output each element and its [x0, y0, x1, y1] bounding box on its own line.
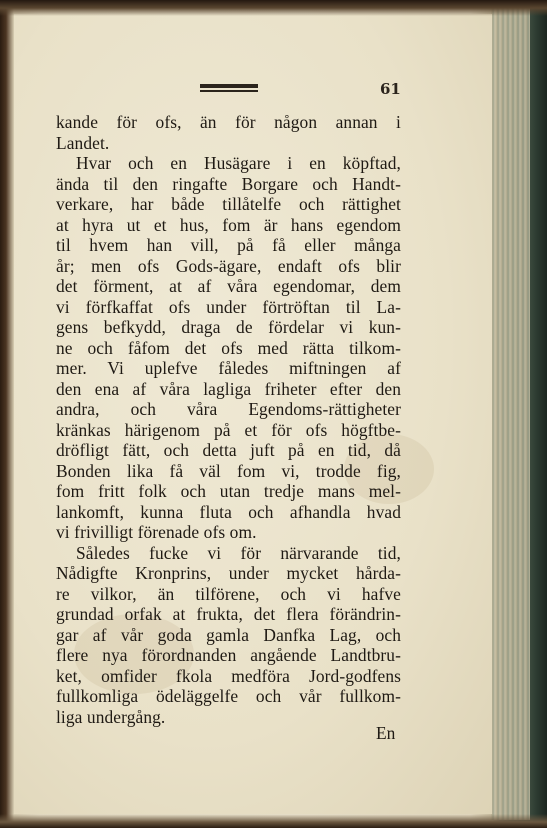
text-line: ket, omfider fkola medföra Jord-godfens: [56, 665, 401, 686]
header-rule: [200, 84, 258, 94]
text-line: kande för ofs, än för någon annan i: [56, 112, 401, 132]
text-line: Nådigfte Kronprins, under mycket hårda-: [56, 563, 401, 583]
body-text: [56, 112, 401, 727]
text-line: dröfligt fätt, och detta juft på en tid, då: [56, 440, 401, 460]
text-line: Hvar och en Husägare i en köpftad,: [76, 153, 401, 173]
catchword: En: [376, 723, 396, 743]
text-line: til hvem han vill, på få eller många: [56, 235, 401, 255]
text-line: ne och fåfom det ofs med rätta tilkom-: [56, 337, 401, 358]
text-line: det förment, at af våra egendomar, dem: [56, 276, 401, 296]
text-line: gens befkydd, draga de fördelar vi kun-: [56, 317, 401, 337]
text-line: kränkas härigenom på et för ofs högftbe-: [56, 419, 401, 440]
text-line: flere nya förordnanden angående Landtbru-: [56, 645, 401, 665]
top-edge-shadow: [0, 0, 547, 16]
text-line: lankomft, kunna fluta och afhandla hvad: [56, 501, 401, 522]
text-line: fullkomliga ödeläggelfe och vår fullkom-: [56, 686, 401, 706]
text-line: verkare, har både tillåtelfe och rättighet: [56, 194, 401, 214]
text-line: at hyra ut et hus, fom är hans egendom: [56, 214, 401, 235]
text-line: år; men ofs Gods-ägare, endaft ofs blir: [56, 255, 401, 276]
text-line: gar af vår goda gamla Danfka Lag, och: [56, 624, 401, 645]
text-line: vi frivilligt förenade ofs om.: [56, 522, 257, 542]
text-line: den ena af våra lagliga friheter efter den: [56, 378, 401, 399]
page-number: 61: [380, 80, 401, 98]
text-line: mer. Vi uplefve fåledes miftningen af: [56, 358, 401, 378]
text-line: grundad orfak at frukta, det flera förändrin-: [56, 604, 401, 624]
text-line: andra, och våra Egendoms-rättigheter: [56, 399, 401, 419]
text-line: Bonden lika få väl fom vi, trodde fig,: [56, 460, 401, 481]
book-page: [14, 14, 492, 814]
text-line: re vilkor, än tilförene, och vi hafve: [56, 583, 401, 604]
text-line: liga undergång.: [56, 706, 166, 727]
text-line: Således fucke vi för närvarande tid,: [76, 542, 401, 563]
page-edges: [490, 8, 530, 820]
text-line: fom fritt folk och utan tredje mans mel-: [56, 481, 401, 501]
text-line: vi förfkaffat ofs under förtröftan til La-: [56, 296, 401, 317]
text-line: Landet.: [56, 132, 110, 153]
text-line: ända til den ringafte Borgare och Handt-: [56, 173, 401, 194]
bottom-edge-shadow: [0, 814, 547, 828]
